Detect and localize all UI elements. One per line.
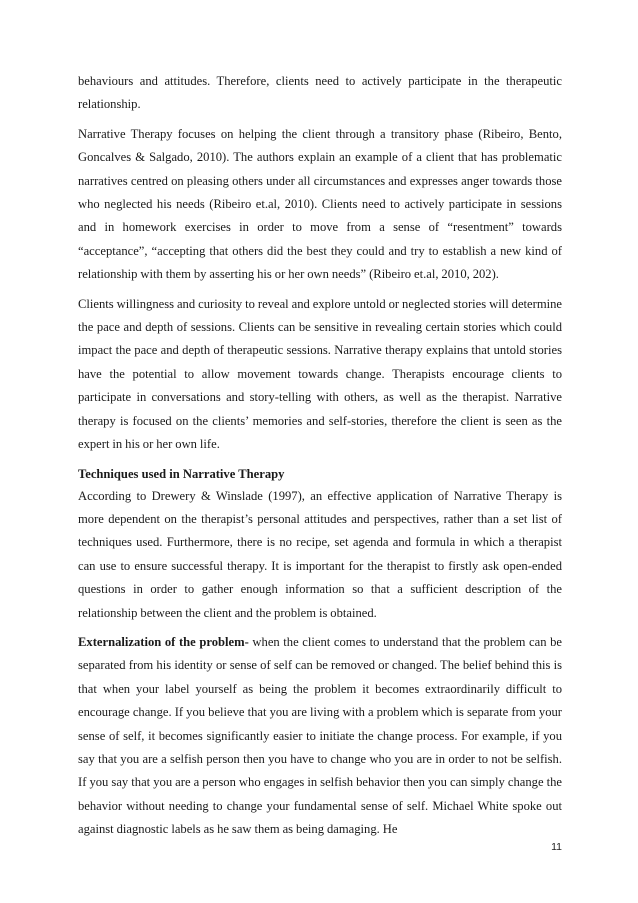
page-body xyxy=(78,70,562,848)
paragraph-narrative-therapy-transitory-phase: Narrative Therapy focuses on helping the client through a transitory phase (Ribeiro, Bento, Goncalves & Salgado, 2010). The authors explain an example of a client that has problematic narratives centred on pleasing others under all circumstances and expresses anger towards those who neglected his needs (Ribeiro et.al, 2010). Clients need to actively participate in sessions and in homework exercises in order to move from a sense of “resentment” towards “acceptance”, “accepting that others did the best they could and try to establish a new kind of relationship with them by asserting his or her own needs” (Ribeiro et.al, 2010, 202). xyxy=(78,126,562,282)
section-heading-techniques: Techniques used in Narrative Therapy xyxy=(78,466,285,481)
page-number: 11 xyxy=(551,841,562,853)
paragraph-continuation: behaviours and attitudes. Therefore, clients need to actively participate in the therapeutic relationship. xyxy=(78,74,562,112)
paragraph-externalization xyxy=(78,631,562,842)
paragraph-clients-willingness: Clients willingness and curiosity to reveal and explore untold or neglected stories will determine the pace and depth of sessions. Clients can be sensitive in revealing certain stories which could impact the pace and depth of therapeutic sessions. Narrative therapy explains that untold stories have the potential to allow movement towards change. Therapists encourage clients to participate in conversations and story-telling with others, as well as the therapist. Narrative therapy is focused on the clients’ memories and self-stories, therefore the client is seen as the expert in his or her own life. xyxy=(78,296,562,452)
externalization-lead-term: Externalization of the problem- xyxy=(78,634,249,649)
externalization-body: when the client comes to understand that the problem can be separated from his identity or sense of self can be removed or changed. The belief behind this is that when your label yourself as being the problem it becomes extraordinarily difficult to encourage change. If you believe that you are living with a problem which is separate from your sense of self, it becomes significantly easier to initiate the change process. For example, if you say that you are a selfish person then you have to change who you are in order to not be selfish. If you say that you are a person who engages in selfish behavior then you can simply change the behavior without needing to change your fundamental sense of self. Michael White spoke out against diagnostic labels as he saw them as being damaging. He xyxy=(78,634,562,837)
paragraph-techniques: According to Drewery & Winslade (1997), an effective application of Narrative Therapy is more dependent on the therapist’s personal attitudes and perspectives, rather than a set list of techniques used. Furthermore, there is no recipe, set agenda and formula in which a therapist can use to ensure successful therapy. It is important for the therapist to firstly ask open-ended questions in order to gather enough information so that a sufficient description of the relationship between the client and the problem is obtained. xyxy=(78,488,562,620)
